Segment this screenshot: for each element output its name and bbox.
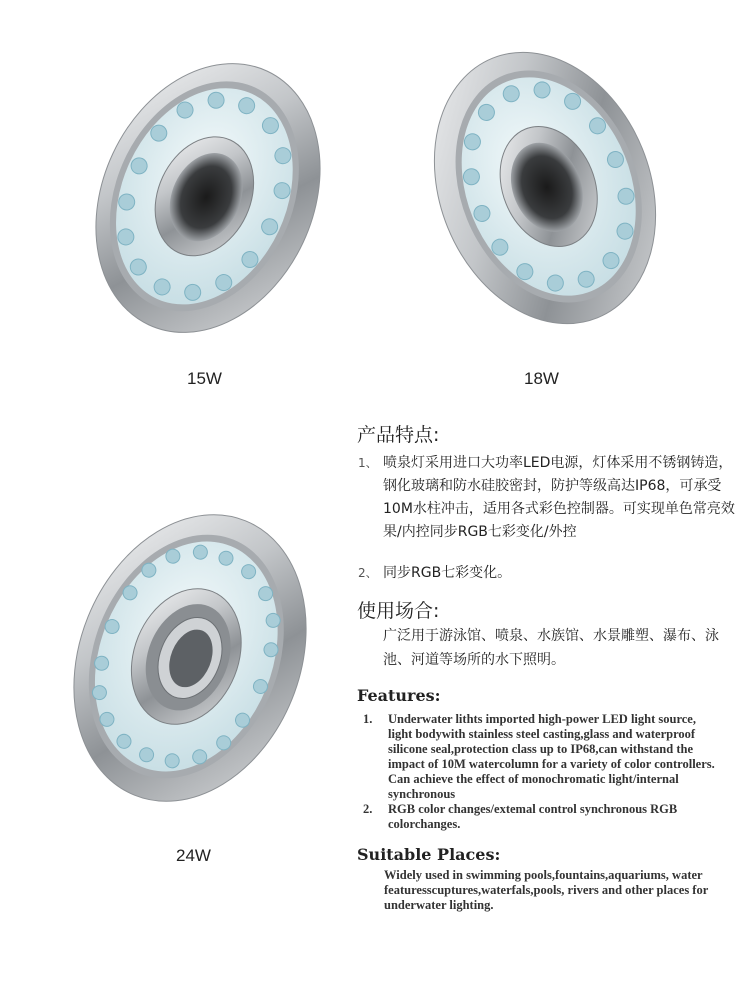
zh-places-title: 使用场合: (357, 600, 440, 622)
en-feature-item-1 (363, 712, 723, 802)
product-caption-15w: 15W (187, 369, 222, 388)
zh-feature-number: 1、 (358, 456, 378, 470)
product-image-15w (88, 48, 328, 348)
zh-features-title: 产品特点: (357, 424, 440, 446)
en-feature-number: 2. (363, 802, 373, 816)
zh-places-text: 广泛用于游泳馆、喷泉、水族馆、水景雕塑、瀑布、泳池、河道等场所的水下照明。 (383, 628, 719, 668)
product-caption-24w: 24W (176, 846, 211, 865)
zh-feature-text: 同步RGB七彩变化。 (383, 565, 512, 581)
en-feature-item-2 (363, 802, 723, 834)
en-feature-text: RGB color changes/extemal control synchronous RGB colorchanges. (388, 802, 678, 831)
en-feature-text: Underwater lithts imported high-power LED light source, light bodywith stainless steel casting,glass and waterproof silicone seal,protection class up to IP68,can withstand the impact of 10M watercolumn for a variety of color controllers. Can achieve the effect of monochromatic light/internal synchronous (388, 712, 715, 801)
zh-feature-text: 喷泉灯采用进口大功率LED电源，灯体采用不锈钢铸造，钢化玻璃和防水硅胶密封，防护等级高达IP68，可承受10M水柱冲击，适用各式彩色控制器。可实现单色常亮效果/内控同步RGB七彩变化/外控 (383, 455, 735, 540)
product-image-18w (425, 38, 665, 338)
en-features-title: Features: (357, 686, 441, 705)
en-places-title: Suitable Places: (357, 845, 501, 864)
en-places-text: Widely used in swimming pools,fountains,aquariums, water featuresscuptures,waterfals,pools, rivers and other places for underwater lighting. (384, 868, 709, 912)
product-image-24w (60, 498, 320, 818)
en-feature-number: 1. (363, 712, 373, 726)
product-caption-18w: 18W (524, 369, 559, 388)
zh-feature-number: 2、 (358, 566, 378, 580)
